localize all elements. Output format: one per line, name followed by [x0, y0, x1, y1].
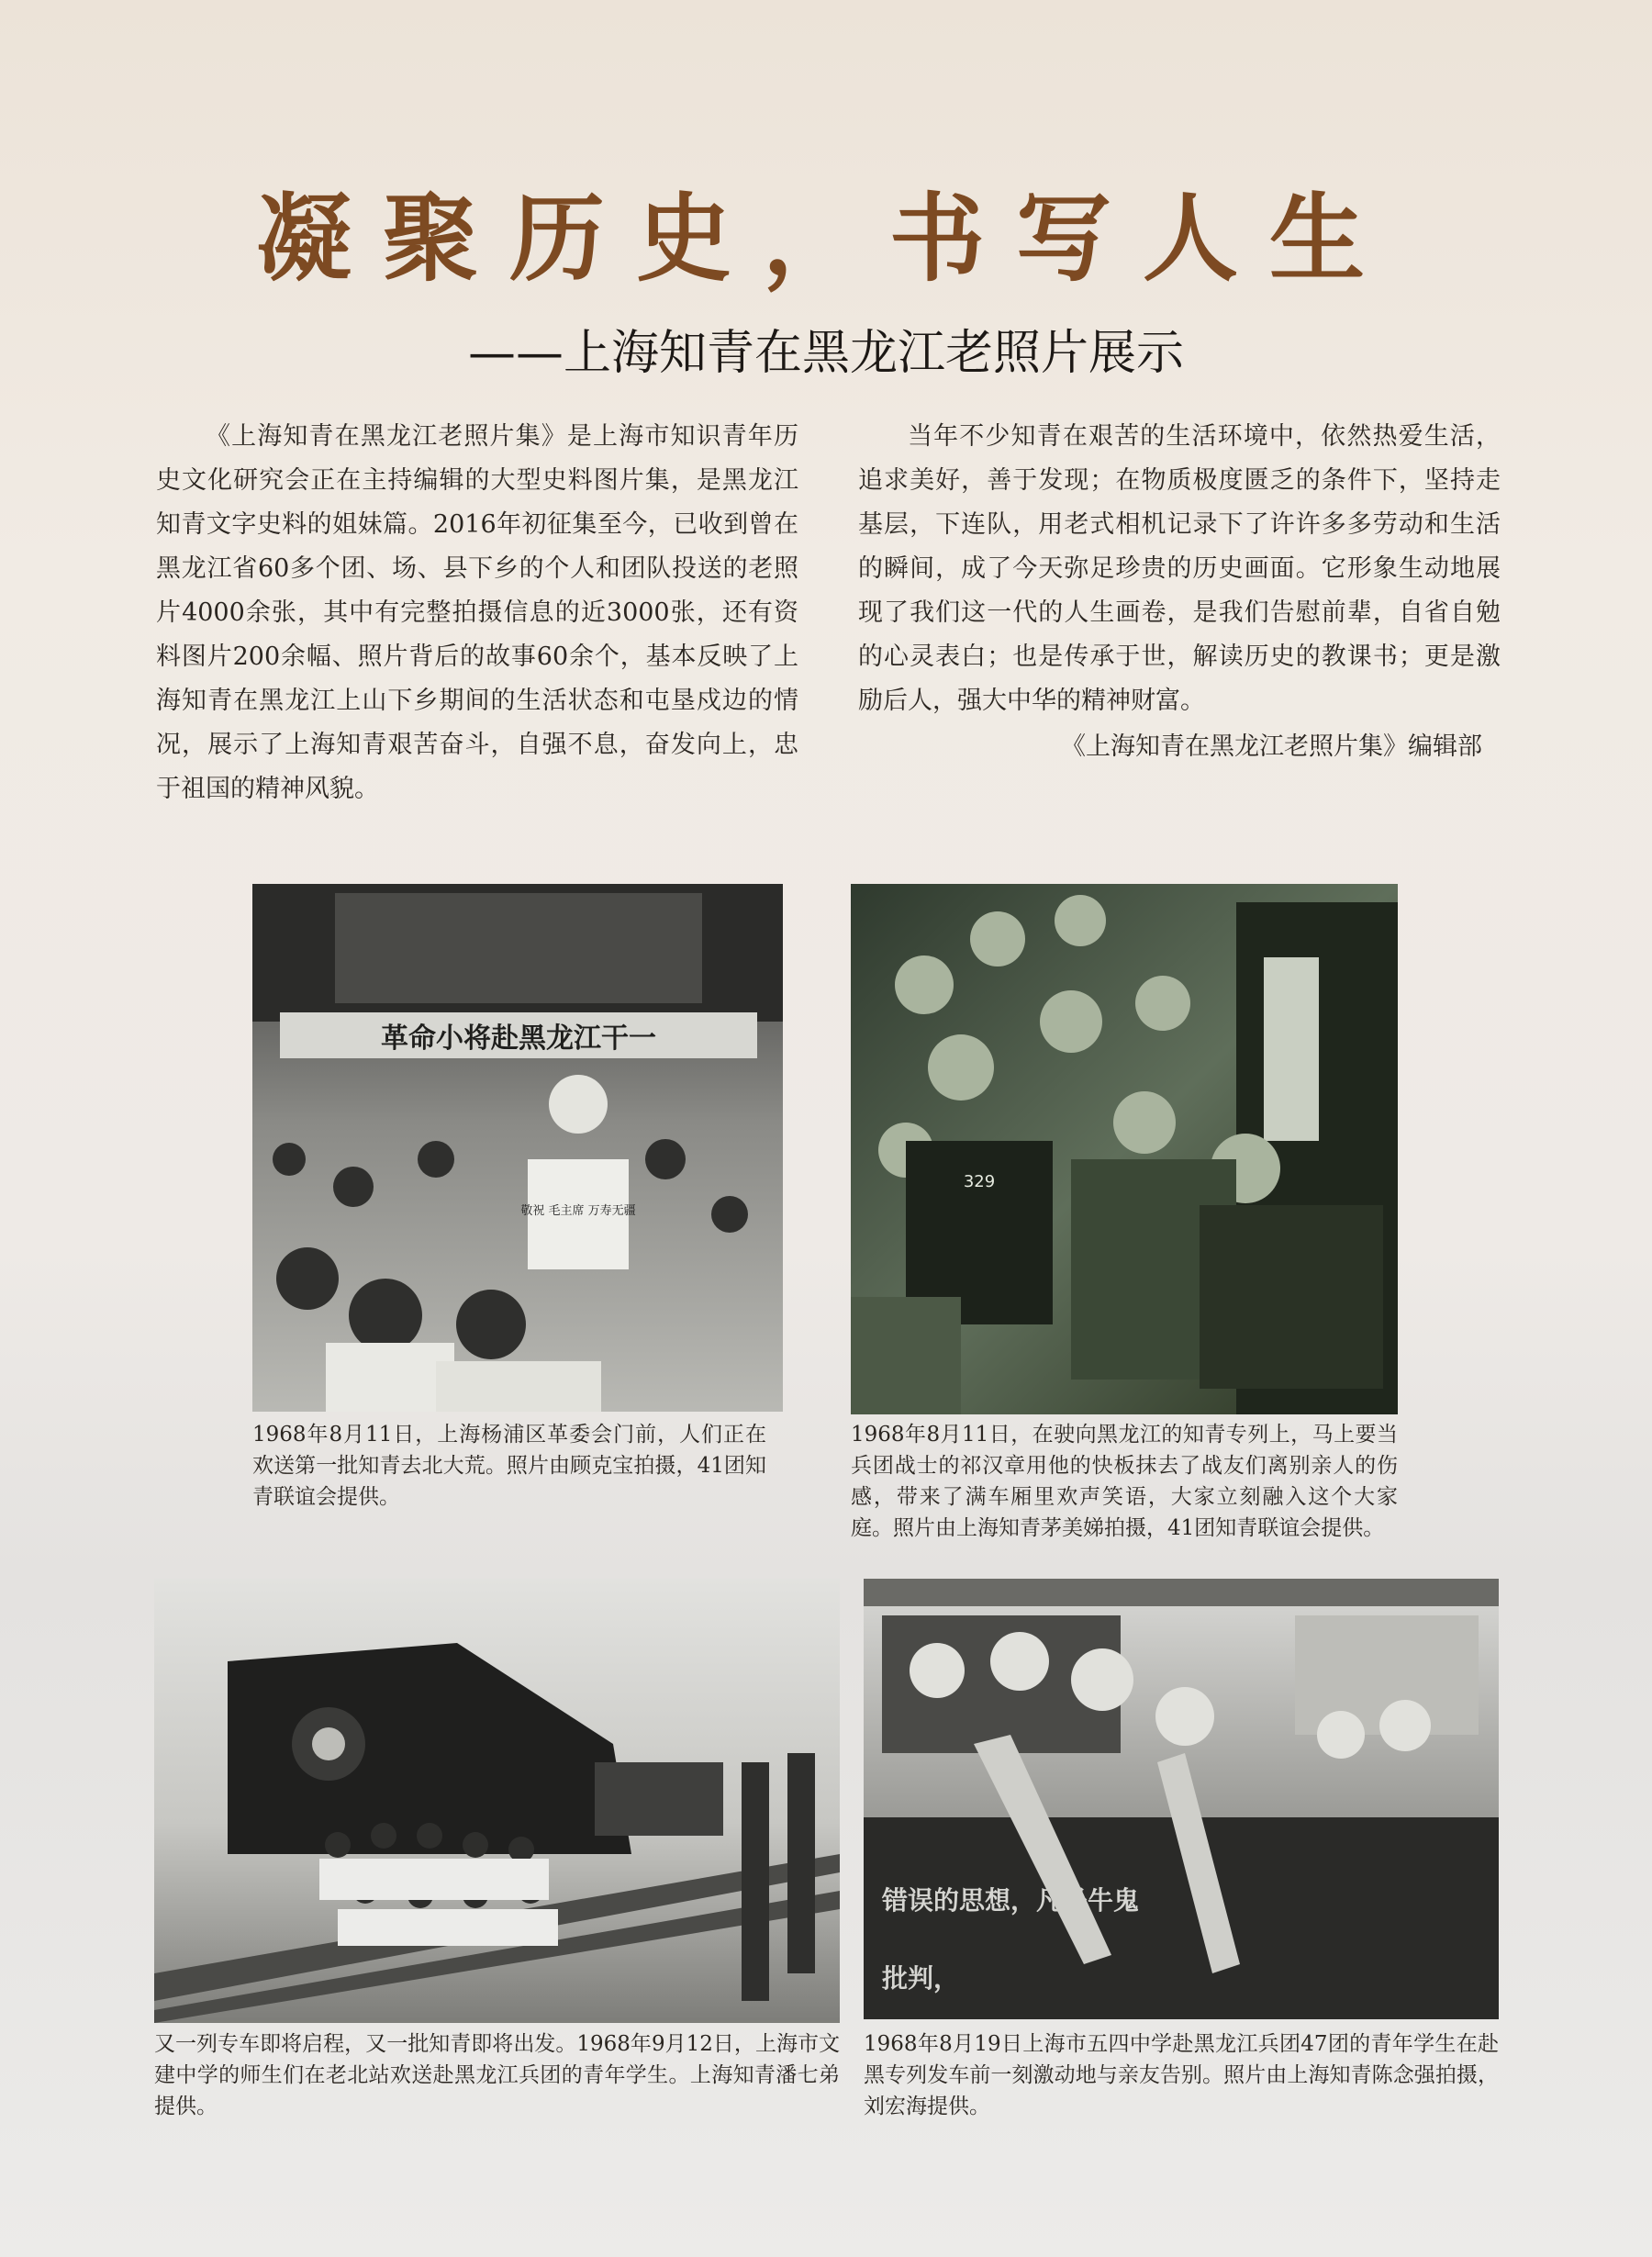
shirt-number: 329	[963, 1172, 996, 1191]
caption-train-carriage: 1968年8月11日，在驶向黑龙江的知青专列上，马上要当兵团战士的祁汉章用他的快板抹去了战友们离别亲人的伤感，带来了满车厢里欢声笑语，大家立刻融入这个大家庭。照片由上海知青茅美娣拍摄，41团知青联谊会提供。	[851, 1423, 1398, 1540]
photo-train-carriage	[851, 884, 1398, 1414]
page-subtitle: ——上海知青在黑龙江老照片展示	[467, 326, 1184, 381]
editorial-signature: 《上海知青在黑龙江老照片集》编辑部	[1061, 732, 1482, 761]
photo-farewell-rally	[252, 884, 783, 1412]
intro-left-paragraph: 《上海知青在黑龙江老照片集》是上海市知识青年历史文化研究会正在主持编辑的大型史料图片集，是黑龙江知青文字史料的姐妹篇。2016年初征集至今，已收到曾在黑龙江省60多个团、场、县下乡的个人和团队投送的老照片4000余张，其中有完整拍摄信息的近3000张，还有资料图片200余幅、照片背后的故事60余个，基本反映了上海知青在黑龙江上山下乡期间的生活状态和屯垦戍边的情况，展示了上海知青艰苦奋斗，自强不息，奋发向上，忠于祖国的精神风貌。	[156, 422, 798, 803]
photo-locomotive-station	[154, 1579, 840, 2023]
photo-window-farewell	[864, 1579, 1499, 2019]
intro-right-column	[858, 415, 1501, 769]
caption-window-farewell: 1968年8月19日上海市五四中学赴黑龙江兵团47团的青年学生在赴黑专列发车前一刻激动地与亲友告别。照片由上海知青陈念强拍摄，刘宏海提供。	[864, 2032, 1499, 2118]
rally-banner-text: 革命小将赴黑龙江干一	[381, 1022, 656, 1055]
train-slogan-1: 错误的思想，凡是牛鬼	[882, 1885, 1140, 1916]
page-title: 凝聚历史，书写人生	[255, 183, 1396, 295]
caption-farewell-rally: 1968年8月11日，上海杨浦区革委会门前，人们正在欢送第一批知青去北大荒。照片由顾克宝拍摄，41团知青联谊会提供。	[252, 1423, 766, 1509]
rally-sign-text: 敬祝 毛主席 万寿无疆	[520, 1204, 636, 1218]
intro-right-paragraph: 当年不少知青在艰苦的生活环境中，依然热爱生活，追求美好，善于发现；在物质极度匮乏的条件下，坚持走基层，下连队，用老式相机记录下了许许多多劳动和生活的瞬间，成了今天弥足珍贵的历史画面。它形象生动地展现了我们这一代的人生画卷，是我们告慰前辈，自省自勉的心灵表白；也是传承于世，解读历史的教课书；更是激励后人，强大中华的精神财富。	[858, 422, 1501, 715]
intro-left-column	[156, 415, 798, 811]
train-slogan-2: 批判，	[882, 1963, 960, 1994]
caption-locomotive-station: 又一列专车即将启程，又一批知青即将出发。1968年9月12日，上海市文建中学的师生们在老北站欢送赴黑龙江兵团的青年学生。上海知青潘七弟提供。	[154, 2032, 840, 2118]
